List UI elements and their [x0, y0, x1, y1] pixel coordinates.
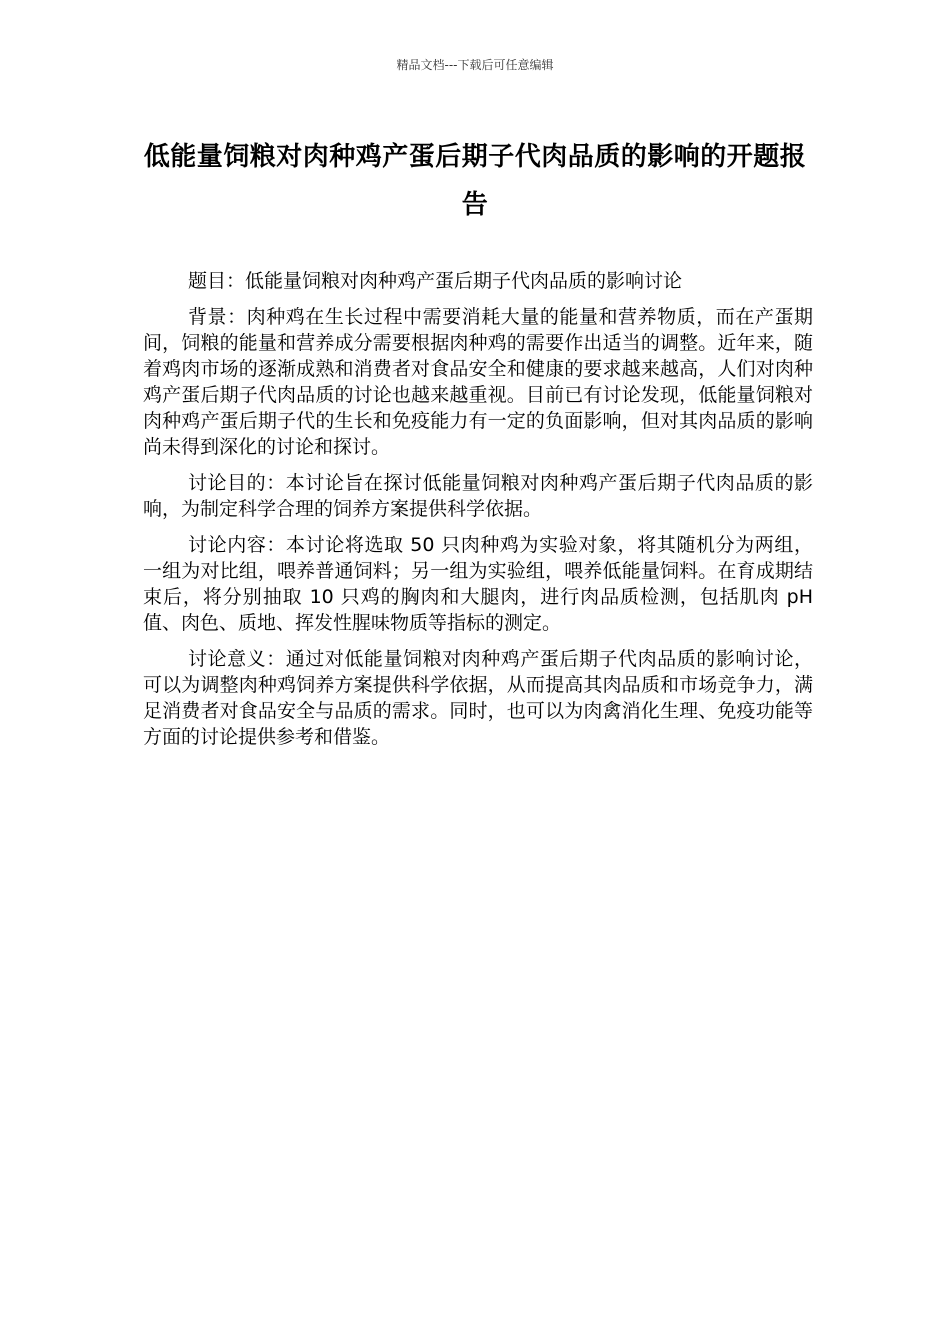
header-note: 精品文档---下载后可任意编辑	[396, 58, 554, 72]
paragraph-significance: 讨论意义：通过对低能量饲粮对肉种鸡产蛋后期子代肉品质的影响讨论，可以为调整肉种鸡饲养方案提供科学依据，从而提高其肉品质和市场竞争力，满足消费者对食品安全与品质的需求。同时，也可以为肉禽消化生理、免疫功能等方面的讨论提供参考和借鉴。	[143, 648, 813, 748]
document-title: 低能量饲粮对肉种鸡产蛋后期子代肉品质的影响的开题报告	[143, 142, 807, 220]
paragraph-purpose: 讨论目的：本讨论旨在探讨低能量饲粮对肉种鸡产蛋后期子代肉品质的影响，为制定科学合理的饲养方案提供科学依据。	[143, 472, 813, 520]
paragraph-topic: 题目：低能量饲粮对肉种鸡产蛋后期子代肉品质的影响讨论	[188, 270, 683, 292]
paragraph-content: 讨论内容：本讨论将选取 50 只肉种鸡为实验对象，将其随机分为两组，一组为对比组，喂养普通饲料；另一组为实验组，喂养低能量饲料。在育成期结束后，将分别抽取 10 只鸡的胸肉和大腿肉，进行肉品质检测，包括肌肉 pH 值、肉色、质地、挥发性腥味物质等指标的测定。	[143, 534, 813, 634]
paragraph-background: 背景：肉种鸡在生长过程中需要消耗大量的能量和营养物质，而在产蛋期间，饲粮的能量和营养成分需要根据肉种鸡的需要作出适当的调整。近年来，随着鸡肉市场的逐渐成熟和消费者对食品安全和健康的要求越来越高，人们对肉种鸡产蛋后期子代肉品质的讨论也越来越重视。目前已有讨论发现，低能量饲粮对肉种鸡产蛋后期子代的生长和免疫能力有一定的负面影响，但对其肉品质的影响尚未得到深化的讨论和探讨。	[143, 306, 813, 458]
document-body	[143, 268, 813, 760]
